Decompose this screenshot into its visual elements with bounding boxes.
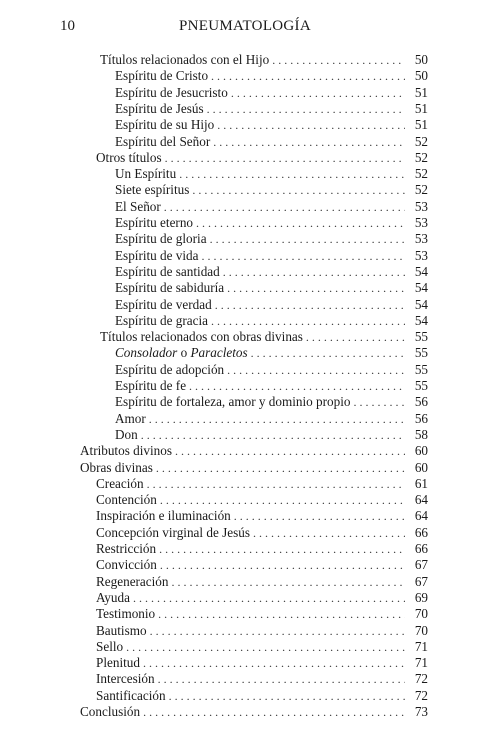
toc-entry [115,166,428,182]
toc-entry-page: 52 [414,133,428,149]
toc-entry [115,117,428,133]
dot-leader [160,492,405,508]
dot-leader [172,574,406,590]
toc-entry-title [115,345,248,361]
toc-entry [115,264,428,280]
dot-leader [175,443,405,459]
dot-leader [353,394,405,410]
dot-leader [213,134,405,150]
dot-leader [159,541,405,557]
toc-entry-page: 60 [414,443,428,459]
dot-leader [192,182,405,198]
toc-entry-title: Espíritu de Jesucristo [115,84,228,100]
toc-entry [115,85,428,101]
toc-entry-title: Espíritu de santidad [115,263,220,279]
dot-leader [147,476,405,492]
toc-entry-page: 50 [414,52,428,67]
dot-leader [231,85,405,101]
toc-entry-page: 51 [414,100,428,116]
toc-entry-page: 71 [414,638,428,654]
toc-entry [115,427,428,443]
toc-entry [115,68,428,84]
toc-entry-title: Convicción [96,557,157,573]
toc-entry-title: Sello [96,638,124,654]
toc-entry-title: Plenitud [96,655,140,671]
toc-entry [96,606,428,622]
toc-entry-title: Espíritu de verdad [115,296,212,312]
toc-entry-page: 50 [414,68,428,84]
dot-leader [158,606,405,622]
dot-leader [149,411,405,427]
toc-entry [96,655,428,671]
dot-leader [196,215,405,231]
toc-entry-page: 53 [414,215,428,230]
toc-entry-page: 51 [414,117,428,133]
toc-entry-page: 55 [414,345,428,361]
toc-entry [115,280,428,296]
toc-entry-title: Espíritu de gloria [115,231,207,247]
toc-entry-page: 70 [414,622,428,638]
toc-entry-title: Títulos relacionados con el Hijo [100,52,270,67]
dot-leader [141,427,405,443]
toc-entry [96,525,428,541]
toc-entry [96,476,428,492]
toc-entry-title: Conclusión [80,704,141,719]
toc-entry-title: Creación [96,475,144,491]
dot-leader [211,68,405,84]
toc-entry-page: 71 [414,655,428,671]
toc-entry-page: 58 [414,426,428,442]
toc-entry-title: Espíritu de vida [115,247,199,263]
dot-leader [143,704,405,720]
toc-entry [100,52,428,68]
dot-leader [133,590,405,606]
dot-leader [202,248,405,264]
toc-entry-page: 64 [414,508,428,524]
dot-leader [126,639,405,655]
dot-leader [165,150,405,166]
toc-entry-page: 53 [414,198,428,214]
toc-entry-page: 54 [414,263,428,279]
toc-entry-page: 55 [414,361,428,377]
dot-leader [306,329,405,345]
toc-entry [96,688,428,704]
toc-entry [115,313,428,329]
toc-entry-title: Obras divinas [80,459,153,475]
dot-leader [189,378,405,394]
toc-entry-title: Santificación [96,687,166,703]
toc-entry-title-part: o [177,345,191,361]
toc-entry-page: 52 [414,182,428,198]
toc-entry-title: Bautismo [96,622,147,638]
dot-leader [210,231,405,247]
toc-entry-title: Un Espíritu [115,166,177,182]
dot-leader [251,345,405,361]
toc-entry-title: Espíritu de Cristo [115,68,209,84]
dot-leader [227,280,405,296]
toc-entry-page: 52 [414,166,428,182]
dot-leader [160,557,405,573]
toc-entry [96,671,428,687]
dot-leader [272,52,405,68]
toc-entry [115,199,428,215]
dot-leader [179,166,405,182]
toc-entry-title: Espíritu del Señor [115,133,211,149]
toc-entry-page: 61 [414,475,428,491]
toc-entry-page: 53 [414,231,428,247]
dot-leader [164,199,405,215]
dot-leader [215,297,405,313]
toc-entry-page: 56 [414,394,428,410]
toc-entry-page: 64 [414,492,428,508]
toc-entry-page: 66 [414,541,428,556]
toc-entry-title: Intercesión [96,671,155,687]
toc-entry-title: El Señor [115,198,161,214]
toc-entry [96,508,428,524]
toc-entry-title: Títulos relacionados con obras divinas [100,329,303,345]
toc-entry [115,182,428,198]
toc-entry-title: Concepción virginal de Jesús [96,524,250,540]
toc-entry [96,623,428,639]
toc-entry-title: Contención [96,492,157,508]
toc-entry [96,492,428,508]
toc-entry-page: 52 [414,149,428,165]
toc-entry-page: 55 [414,378,428,393]
toc-entry-title: Espíritu de su Hijo [115,117,215,133]
toc-entry-page: 73 [414,704,428,719]
toc-entry-title: Espíritu de sabiduría [115,280,225,296]
toc-entry [115,394,428,410]
dot-leader [223,264,405,280]
toc-entry-page: 54 [414,312,428,328]
dot-leader [150,623,405,639]
toc-entry [115,362,428,378]
toc-entry [115,215,428,231]
toc-entry [80,443,428,459]
toc-entry [96,557,428,573]
toc-entry-title: Espíritu de gracia [115,312,209,328]
dot-leader [217,117,405,133]
toc-entry [96,150,428,166]
toc-entry-page: 67 [414,557,428,573]
dot-leader [211,313,405,329]
toc-entry-title: Otros títulos [96,149,162,165]
toc-entry-title-part: Paracletos [190,345,248,361]
dot-leader [169,688,405,704]
toc-entry [115,345,428,361]
toc-entry [96,574,428,590]
dot-leader [158,671,405,687]
toc-entry [96,639,428,655]
toc-entry [115,297,428,313]
toc-entry [115,231,428,247]
toc-entry [96,590,428,606]
toc-entry-page: 56 [414,410,428,426]
toc-entry [80,460,428,476]
dot-leader [234,508,405,524]
toc-entry-page: 72 [414,671,428,687]
toc-entry-page: 53 [414,247,428,263]
toc-entry-title: Espíritu de adopción [115,361,225,377]
dot-leader [227,362,405,378]
dot-leader [143,655,405,671]
toc-entry-title: Siete espíritus [115,182,190,198]
toc-entry-page: 72 [414,687,428,703]
toc-entry-title: Amor [115,410,146,426]
toc-entry-title: Restricción [96,541,157,556]
toc-entry [115,134,428,150]
toc-entry-page: 51 [414,84,428,100]
toc-entry [80,704,428,720]
toc-entry-page: 67 [414,573,428,589]
dot-leader [253,525,405,541]
page-header [0,18,490,38]
toc-entry-title: Regeneración [96,573,169,589]
toc-entry-page: 54 [414,296,428,312]
toc-entry-page: 69 [414,589,428,605]
toc-entry-title: Espíritu de fortaleza, amor y dominio propio [115,394,351,410]
dot-leader [156,460,405,476]
toc-entry-title: Ayuda [96,589,130,605]
toc-entry-title: Atributos divinos [80,443,172,459]
toc-entry-title-part: Consolador [115,345,178,361]
toc-entry-title: Don [115,426,138,442]
toc-entry [115,101,428,117]
toc-entry [100,329,428,345]
toc-entry [115,411,428,427]
toc-entry-title: Espíritu de Jesús [115,100,204,116]
toc-entry-title: Espíritu de fe [115,378,187,393]
running-title: PNEUMATOLOGÍA [179,18,311,34]
dot-leader [207,101,405,117]
toc-entry-title: Inspiración e iluminación [96,508,231,524]
toc-entry-title: Espíritu eterno [115,215,194,230]
toc-entry-page: 70 [414,606,428,622]
toc-entry-title: Testimonio [96,606,156,622]
toc-entry [115,378,428,394]
toc-entry [115,248,428,264]
toc-entry-page: 60 [414,459,428,475]
toc-entry [96,541,428,557]
toc-entry-page: 55 [414,329,428,345]
toc-entry-page: 66 [414,524,428,540]
page-number: 10 [60,18,75,34]
toc-entry-page: 54 [414,280,428,296]
